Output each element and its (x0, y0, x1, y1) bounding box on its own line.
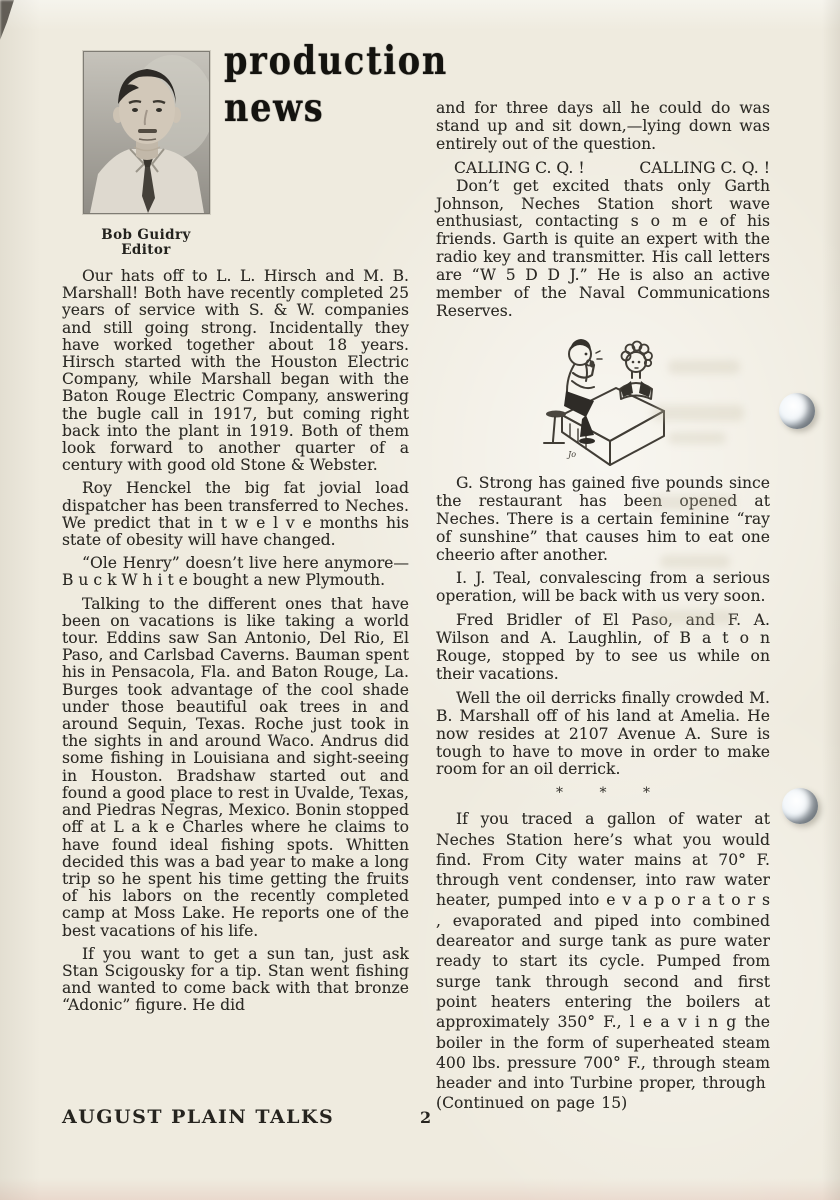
paragraph-continuation: and for three days all he could do was stand up and sit down,—lying down was entirely out of the question. (436, 99, 770, 153)
paragraph-ole-henry: “Ole Henry” doesn’t live here anymore—B u c k W h i t e bought a new Plymouth. (62, 554, 409, 590)
masthead-line-2: news (224, 85, 325, 131)
ink-bleed-mark (650, 610, 734, 624)
cartoon-illustration (540, 331, 672, 467)
binder-hole-bottom (782, 788, 818, 824)
calling-cq-right: CALLING C. Q. ! (639, 158, 770, 177)
torn-corner-mark (0, 0, 20, 40)
ink-bleed-mark (668, 360, 740, 374)
editor-portrait-photo (84, 52, 209, 213)
lunch-counter-cartoon (436, 329, 770, 469)
paragraph-ij-teal: I. J. Teal, convalescing from a serious operation, will be back with us very soon. (436, 569, 770, 606)
photo-caption (70, 228, 222, 258)
ink-bleed-mark (668, 432, 726, 444)
water-cycle-text: If you traced a gallon of water at Neches Station here’s what you would find. From City water mains at 70° F. through vent condenser, into raw water heater, pumped into e v a p o r a t o r s , evaporated and piped into combined deareator and surge tank as pure water ready to start its cycle. Pumped from surge tank through second and first point heaters entering the boilers at approximately 350° F., l e a v i n g the boiler in the form of superheated steam 400 lbs. pressure 700° F., through steam header and into Turbine proper, through (436, 810, 770, 1093)
paragraph-g-strong: G. Strong has gained five pounds since the restaurant has been opened at Neches. There is a certain feminine “ray of sunshine” that causes him to eat one cheerio after another. (436, 473, 770, 564)
right-column (436, 100, 770, 1114)
photo-caption-name: Bob Guidry (101, 227, 191, 243)
asterisk-separator: * * * (556, 785, 666, 802)
ink-bleed-mark (648, 495, 736, 510)
masthead-line-1: production (224, 38, 448, 84)
photo-caption-role: Editor (121, 242, 171, 258)
paragraph-garth-johnson: Don’t get excited thats only Garth Johnson, Neches Station short wave enthusiast, contacting s o m e of his friends. Garth is quite an expert with the radio key and transmitter. His call letters are “W 5 D D J.” He is also an active member of the Naval Communications Reserves. (436, 176, 770, 320)
cartoon-signature: Jo (568, 449, 577, 459)
paragraph-vacations: Talking to the different ones that have been on vacations is like taking a world tour. Eddins saw San Antonio, Del Rio, El Paso, and Carlsbad Caverns. Bauman spent his in Pensacola, Fla. and Baton Rouge, La. Burges took advantage of the cool shade under those beautiful oak trees in and around Sequin, Texas. Roche just took in the sights in and around Waco. Andrus did some fishing in Louisiana and sight-seeing in Houston. Bradshaw started out and found a good place to rest in Uvalde, Texas, and Piedras Negras, Mexico. Bonin stopped off at L a k e Charles where he claims to have found ideal fishing spots. Whitten decided this was a bad year to make a long trip so he spent his time getting the fruits of his labors on the recently completed camp at Moss Lake. He reports one of the best vacations of his life. (62, 594, 409, 940)
portrait-illustration (84, 52, 209, 213)
binder-hole-top (779, 393, 815, 429)
paragraph-sun-tan: If you want to get a sun tan, just ask Stan Scigousky for a tip. Stan went fishing and wanted to come back with that bronze “Adonic” figure. He did (62, 944, 409, 1015)
footer-page-number: 2 (420, 1108, 432, 1127)
paragraph-water-cycle (436, 809, 770, 1113)
paragraph-hirsch-marshall: Our hats off to L. L. Hirsch and M. B. Marshall! Both have recently completed 25 years of service with S. & W. companies and still going strong. Incidentally they have worked together about 18 years. Hirsch started with the Houston Electric Company, while Marshall began with the Baton Rouge Electric Company, answering the bugle call in 1917, but coming right back into the plant in 1919. Both of them look forward to another quarter of a century with good old Stone & Webster. (62, 267, 409, 475)
paragraph-oil-derricks: Well the oil derricks finally crowded M. B. Marshall off of his land at Amelia. He now resides at 2107 Avenue A. Sure is tough to have to move in order to make room for an oil derrick. (436, 688, 770, 779)
paragraph-fred-bridler: Fred Bridler of El Paso, and F. A. Wilson and A. Laughlin, of B a t o n Rouge, stopped by to see us while on their vacations. (436, 611, 770, 683)
ink-bleed-mark (660, 555, 730, 568)
paragraph-roy-henckel: Roy Henckel the big fat jovial load dispatcher has been transferred to Neches. We predict that in t w e l v e months his state of obesity will have changed. (62, 479, 409, 550)
footer-publication-title: AUGUST PLAIN TALKS (62, 1106, 335, 1128)
calling-cq-heading (436, 160, 770, 178)
ink-bleed-mark (652, 405, 744, 421)
calling-cq-left: CALLING C. Q. ! (454, 158, 585, 177)
left-column (62, 268, 409, 1021)
continued-on-page-note: (Continued on page 15) (436, 1094, 628, 1113)
